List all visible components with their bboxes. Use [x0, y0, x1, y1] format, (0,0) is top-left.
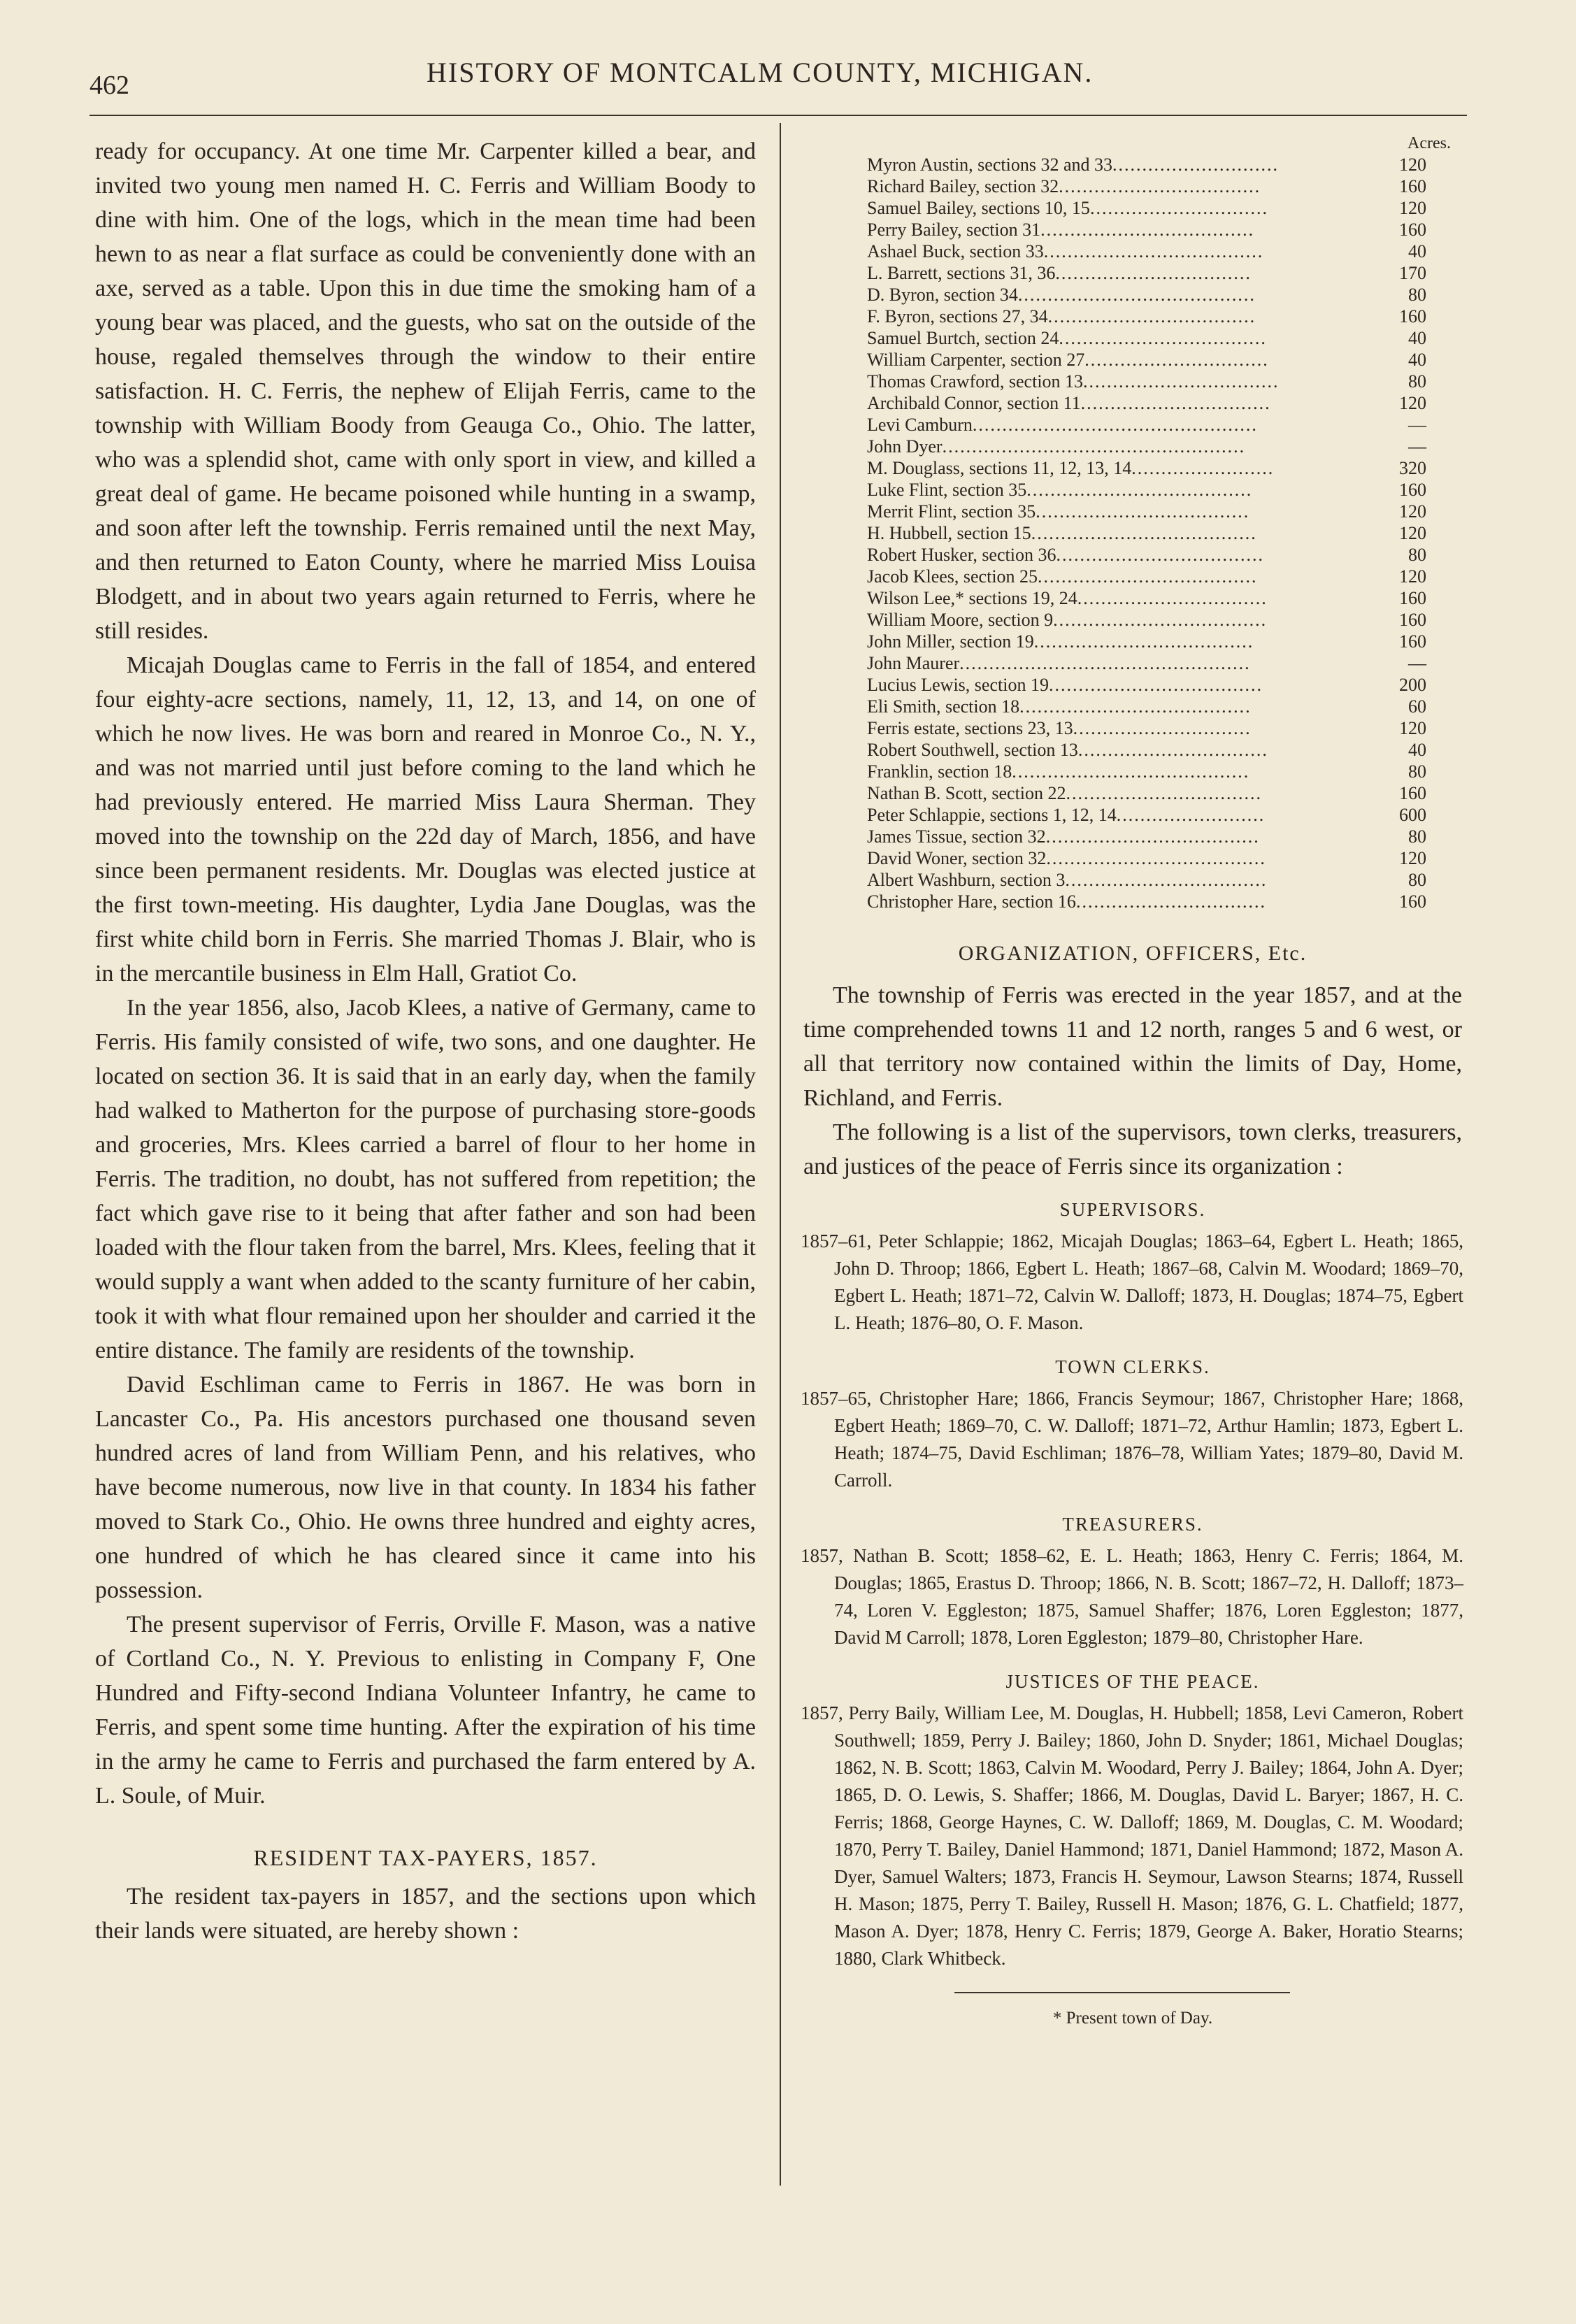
leader-dots: ................................	[1080, 393, 1271, 413]
taxpayer-acres: 320	[1399, 458, 1426, 478]
table-row	[867, 219, 1426, 241]
leader-dots: .................................................	[959, 653, 1251, 673]
taxpayer-acres: 160	[1399, 176, 1426, 196]
town-clerks-list: 1857–65, Christopher Hare; 1866, Francis Seymour; 1867, Christopher Hare; 1868, Egbert Heath; 1869–70, C. W. Dalloff; 1871–72, Arthur Hamlin; 1873, Egbert L. Heath; 1874–75, David Eschliman; 1876–78, William Yates; 1879–80, David M. Carroll.	[801, 1388, 1463, 1491]
organization-heading: ORGANIZATION, OFFICERS, Etc.	[958, 942, 1308, 965]
table-row	[867, 175, 1426, 197]
table-row	[867, 609, 1426, 631]
page-number: 462	[89, 71, 129, 100]
taxpayer-acres: 80	[1408, 761, 1426, 782]
supervisors-list: 1857–61, Peter Schlappie; 1862, Micajah Douglas; 1863–64, Egbert L. Heath; 1865, John D. Throop; 1866, Egbert L. Heath; 1867–68, Calvin M. Woodard; 1869–70, Egbert L. Heath; 1871–72, Calvin W. Dalloff; 1873, H. Douglas; 1874–75, Egbert L. Heath; 1876–80, O. F. Mason.	[801, 1231, 1463, 1333]
taxpayer-acres: 120	[1399, 566, 1426, 587]
column-divider	[780, 123, 781, 2186]
table-row	[867, 436, 1426, 457]
taxpayer-name: Levi Camburn	[867, 415, 973, 435]
table-row	[867, 392, 1426, 414]
taxpayer-acres: 40	[1408, 350, 1426, 370]
right-column	[801, 133, 1465, 2028]
table-row	[867, 327, 1426, 349]
officers-intro-paragraph: The following is a list of the supervisors, town clerks, treasurers, and justices of the peace of Ferris since its organization :	[803, 1119, 1462, 1179]
taxpayer-name: F. Byron, sections 27, 34	[867, 306, 1048, 327]
taxpayer-acres: 120	[1399, 848, 1426, 868]
footnote: * Present town of Day.	[1052, 2009, 1213, 2028]
taxpayer-acres: —	[1408, 436, 1426, 457]
table-row	[867, 241, 1426, 262]
taxpayer-acres: 120	[1399, 393, 1426, 413]
table-row	[867, 891, 1426, 912]
table-row	[867, 631, 1426, 652]
taxpayer-acres: 80	[1408, 285, 1426, 305]
taxpayer-acres: 160	[1399, 783, 1426, 803]
taxpayer-acres: 160	[1399, 220, 1426, 240]
table-row	[867, 566, 1426, 587]
leader-dots: ...................................	[1047, 306, 1256, 327]
leader-dots: ....................................	[1048, 675, 1263, 695]
organization-paragraph: The township of Ferris was erected in the year 1857, and at the time comprehended towns 11 and 12 north, ranges 5 and 6 west, or all that territory now contained within the limits of Day, Home, Richland, and Ferris.	[803, 982, 1462, 1111]
leader-dots: ................................	[1077, 588, 1268, 608]
paragraph-eschliman: David Eschliman came to Ferris in 1867. He was born in Lancaster Co., Pa. His ancestors purchased one thousand seven hundred acres of land from William Penn, and his relatives, who have become numerous, now live in that county. In 1834 his father moved to Stark Co., Ohio. He owns three hundred and eighty acres, one hundred of which he has cleared since it came into his possession.	[95, 1372, 756, 1603]
taxpayer-name: Wilson Lee,* sections 19, 24	[867, 588, 1077, 608]
leader-dots: ........................	[1131, 458, 1275, 478]
leader-dots: ...................................	[1056, 545, 1264, 565]
taxpayer-acres: 120	[1399, 501, 1426, 522]
taxpayer-acres: —	[1408, 415, 1426, 435]
taxpayer-acres: —	[1408, 653, 1426, 673]
taxpayer-acres: 600	[1399, 805, 1426, 825]
table-row	[867, 717, 1426, 739]
taxpayer-name: David Woner, section 32	[867, 848, 1047, 868]
leader-dots: ......................................	[1026, 480, 1253, 500]
table-row	[867, 306, 1426, 327]
taxpayer-acres: 120	[1399, 718, 1426, 738]
leader-dots: ........................................	[1012, 761, 1250, 782]
taxpayer-name: John Miller, section 19	[867, 631, 1034, 652]
table-row	[867, 544, 1426, 566]
table-row	[867, 522, 1426, 544]
taxpayer-name: Jacob Klees, section 25	[867, 566, 1038, 587]
table-row	[867, 739, 1426, 761]
leader-dots: ....................................	[1053, 610, 1268, 630]
taxpayer-acres: 60	[1408, 696, 1426, 717]
leader-dots: .....................................	[1033, 631, 1254, 652]
taxpayer-name: William Carpenter, section 27	[867, 350, 1085, 370]
paragraph-carpenter: ready for occupancy. At one time Mr. Carpenter killed a bear, and invited two young men named H. C. Ferris and William Boody to dine with him. One of the logs, which in the mean time had been hewn to as near a flat surface as could be conveniently done with an axe, served as a table. Upon this in due time the smoking ham of a young bear was placed, and the guests, who sat on the outside of the house, regaled themselves through the window to their entire satisfaction. H. C. Ferris, the nephew of Elijah Ferris, came to the township with William Boody from Geauga Co., Ohio. The latter, who was a splendid shot, came with only sport in view, and killed a great deal of game. He became poisoned while hunting in a swamp, and soon after left the township. Ferris remained until the next May, and then returned to Eaton County, where he married Miss Louisa Blodgett, and in about two years again returned to Ferris, where he still resides.	[95, 138, 756, 644]
taxpayer-name: Christopher Hare, section 16	[867, 891, 1076, 912]
taxpayer-acres: 160	[1399, 306, 1426, 327]
leader-dots: .....................................	[1046, 848, 1266, 868]
taxpayer-acres: 200	[1399, 675, 1426, 695]
leader-dots: ....................................	[1036, 501, 1250, 522]
tax-payers-table	[867, 154, 1426, 912]
table-row	[867, 652, 1426, 674]
leader-dots: ...................................	[1059, 328, 1267, 348]
treasurers-heading: TREASURERS.	[1062, 1514, 1203, 1535]
taxpayer-name: Perry Bailey, section 31	[867, 220, 1041, 240]
header-rule	[89, 115, 1467, 116]
taxpayer-name: John Maurer	[867, 653, 960, 673]
table-row	[867, 457, 1426, 479]
taxpayer-name: Ashael Buck, section 33	[867, 241, 1044, 261]
taxpayer-name: Luke Flint, section 35	[867, 480, 1027, 500]
leader-dots: ......................................	[1031, 523, 1257, 543]
leader-dots: ...................................................	[942, 436, 1246, 457]
table-row	[867, 262, 1426, 284]
paragraph-mason: The present supervisor of Ferris, Orville F. Mason, was a native of Cortland Co., N. Y. Previous to enlisting in Company F, One Hundred and Fifty-second Indiana Volunteer Infantry, he came to Ferris, and spent some time hunting. After the expiration of his time in the army he came to Ferris and purchased the farm entered by A. L. Soule, of Muir.	[95, 1612, 756, 1809]
table-row	[867, 349, 1426, 371]
footnote-rule	[954, 1992, 1290, 1993]
taxpayer-name: Robert Southwell, section 13	[867, 740, 1078, 760]
taxpayer-acres: 80	[1408, 826, 1426, 847]
leader-dots: .....................................	[1043, 241, 1264, 261]
taxpayer-name: James Tissue, section 32	[867, 826, 1046, 847]
leader-dots: ................................................	[972, 415, 1258, 435]
taxpayer-name: Myron Austin, sections 32 and 33	[867, 155, 1112, 175]
leader-dots: ..............................	[1089, 198, 1268, 218]
table-row	[867, 674, 1426, 696]
table-row	[867, 782, 1426, 804]
taxpayer-name: Eli Smith, section 18	[867, 696, 1020, 717]
taxpayer-acres: 160	[1399, 610, 1426, 630]
paragraph-klees: In the year 1856, also, Jacob Klees, a native of Germany, came to Ferris. His family consisted of wife, two sons, and one daughter. He located on section 36. It is said that in an early day, when the family had walked to Matherton for the purpose of purchasing store-goods and groceries, Mrs. Klees carried a barrel of flour to her home in Ferris. The tradition, no doubt, has not suffered from repetition; the fact which gave rise to it being that after father and son had been loaded with the flour taken from the barrel, Mrs. Klees, feeling that it would supply a want when added to the scanty furniture of her cabin, took it with what flour remained upon her shoulder and carried it the entire distance. The family are residents of the township.	[95, 995, 756, 1363]
taxpayer-acres: 160	[1399, 480, 1426, 500]
taxpayer-name: Richard Bailey, section 32	[867, 176, 1059, 196]
leader-dots: .....................................	[1038, 566, 1258, 587]
table-row	[867, 826, 1426, 847]
paragraph-douglas: Micajah Douglas came to Ferris in the fall of 1854, and entered four eighty-acre sections, namely, 11, 12, 13, and 14, on one of which he now lives. He was born and reared in Monroe Co., N. Y., and was not married until just before coming to the land which he had previously entered. He married Miss Laura Sherman. They moved into the township on the 22d day of March, 1856, and have since been permanent residents. Mr. Douglas was elected justice at the first town-meeting. His daughter, Lydia Jane Douglas, was the first white child born in Ferris. She married Thomas J. Blair, who is in the mercantile business in Elm Hall, Gratiot Co.	[95, 652, 756, 987]
leader-dots: ..................................	[1065, 870, 1268, 890]
table-row	[867, 587, 1426, 609]
taxpayer-name: Robert Husker, section 36	[867, 545, 1056, 565]
table-row	[867, 371, 1426, 392]
resident-taxpayers-heading: RESIDENT TAX-PAYERS, 1857.	[253, 1845, 598, 1870]
taxpayer-name: Ferris estate, sections 23, 13	[867, 718, 1073, 738]
leader-dots: .........................	[1116, 805, 1266, 825]
taxpayer-acres: 160	[1399, 588, 1426, 608]
taxpayer-name: D. Byron, section 34	[867, 285, 1018, 305]
taxpayer-acres: 40	[1408, 241, 1426, 261]
leader-dots: ..................................	[1059, 176, 1261, 196]
taxpayer-name: L. Barrett, sections 31, 36	[867, 263, 1056, 283]
table-row	[867, 761, 1426, 782]
taxpayer-acres: 120	[1399, 155, 1426, 175]
taxpayer-acres: 40	[1408, 740, 1426, 760]
table-row	[867, 154, 1426, 175]
taxpayer-name: Archibald Connor, section 11	[867, 393, 1081, 413]
justices-list: 1857, Perry Baily, William Lee, M. Douglas, H. Hubbell; 1858, Levi Cameron, Robert Southwell; 1859, Perry J. Bailey; 1860, John D. Snyder; 1861, Michael Douglas; 1862, N. B. Scott; 1863, Calvin M. Woodard, Perry J. Bailey; 1864, John A. Dyer; 1865, D. O. Lewis, S. Shaffer; 1866, M. Douglas, David L. Baryer; 1867, H. C. Ferris; 1868, George Haynes, C. W. Dalloff; 1869, M. Douglas, C. M. Woodard; 1870, Perry T. Bailey, Daniel Hammond; 1871, Daniel Hammond; 1872, Mason A. Dyer, Samuel Walters; 1873, Francis H. Seymour, Lawson Stearns; 1874, Russell H. Mason; 1875, Perry T. Bailey, Russell H. Mason; 1876, G. L. Chatfield; 1877, Mason A. Dyer; 1878, Henry C. Ferris; 1879, George A. Baker, Horatio Stearns; 1880, Clark Whitbeck.	[801, 1702, 1463, 1969]
table-row	[867, 414, 1426, 436]
taxpayer-name: Nathan B. Scott, section 22	[867, 783, 1066, 803]
table-row	[867, 847, 1426, 869]
table-row	[867, 696, 1426, 717]
leader-dots: ...............................	[1084, 350, 1269, 370]
taxpayer-name: H. Hubbell, section 15	[867, 523, 1031, 543]
left-column	[95, 134, 756, 1948]
taxpayer-acres: 160	[1399, 631, 1426, 652]
leader-dots: ................................	[1077, 740, 1268, 760]
resident-taxpayers-intro: The resident tax-payers in 1857, and the sections upon which their lands were situated, are hereby shown :	[95, 1884, 756, 1944]
leader-dots: ........................................	[1017, 285, 1256, 305]
taxpayer-acres: 40	[1408, 328, 1426, 348]
taxpayer-acres: 80	[1408, 545, 1426, 565]
taxpayer-acres: 160	[1399, 891, 1426, 912]
leader-dots: .................................	[1066, 783, 1263, 803]
leader-dots: .................................	[1055, 263, 1252, 283]
taxpayer-name: M. Douglass, sections 11, 12, 13, 14	[867, 458, 1132, 478]
leader-dots: .......................................	[1019, 696, 1252, 717]
table-row	[867, 804, 1426, 826]
taxpayer-acres: 120	[1399, 198, 1426, 218]
leader-dots: .................................	[1083, 371, 1280, 392]
taxpayer-name: William Moore, section 9	[867, 610, 1054, 630]
taxpayer-name: Samuel Bailey, sections 10, 15	[867, 198, 1090, 218]
table-row	[867, 197, 1426, 219]
taxpayer-acres: 80	[1408, 371, 1426, 392]
table-row	[867, 501, 1426, 522]
table-row	[867, 479, 1426, 501]
leader-dots: ..............................	[1073, 718, 1252, 738]
acres-column-header: Acres.	[1407, 134, 1451, 152]
taxpayer-name: Merrit Flint, section 35	[867, 501, 1036, 522]
leader-dots: ................................	[1075, 891, 1266, 912]
town-clerks-heading: TOWN CLERKS.	[1055, 1356, 1210, 1377]
supervisors-heading: SUPERVISORS.	[1059, 1199, 1206, 1220]
table-row	[867, 869, 1426, 891]
taxpayer-name: John Dyer	[867, 436, 943, 457]
taxpayer-name: Thomas Crawford, section 13	[867, 371, 1084, 392]
taxpayer-acres: 170	[1399, 263, 1426, 283]
leader-dots: ....................................	[1045, 826, 1260, 847]
taxpayer-acres: 120	[1399, 523, 1426, 543]
taxpayer-name: Samuel Burtch, section 24	[867, 328, 1059, 348]
running-head: HISTORY OF MONTCALM COUNTY, MICHIGAN.	[427, 57, 1094, 88]
treasurers-list: 1857, Nathan B. Scott; 1858–62, E. L. Heath; 1863, Henry C. Ferris; 1864, M. Douglas; 1865, Erastus D. Throop; 1866, N. B. Scott; 1867–72, H. Dalloff; 1873–74, Loren V. Eggleston; 1875, Samuel Shaffer; 1876, Loren Eggleston; 1877, David M Carroll; 1878, Loren Eggleston; 1879–80, Christopher Hare.	[801, 1545, 1463, 1648]
leader-dots: ............................	[1112, 155, 1279, 175]
justices-heading: JUSTICES OF THE PEACE.	[1005, 1671, 1260, 1692]
table-row	[867, 284, 1426, 306]
taxpayer-name: Lucius Lewis, section 19	[867, 675, 1049, 695]
taxpayer-acres: 80	[1408, 870, 1426, 890]
taxpayer-name: Peter Schlappie, sections 1, 12, 14	[867, 805, 1117, 825]
leader-dots: ....................................	[1040, 220, 1255, 240]
taxpayer-name: Albert Washburn, section 3	[867, 870, 1066, 890]
taxpayer-name: Franklin, section 18	[867, 761, 1012, 782]
